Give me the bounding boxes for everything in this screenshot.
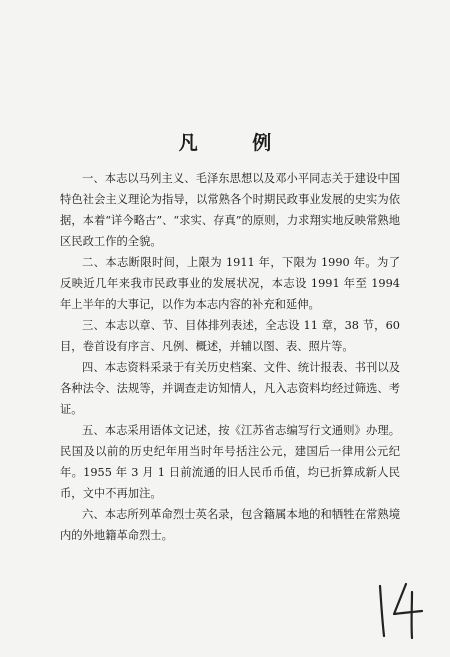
paragraph-5: 五、本志采用语体文记述，按《江苏省志编写行文通则》办理。民国及以前的历史纪年用当时年号括注公元，建国后一律用公元纪年。1955 年 3 月 1 日前流通的旧人民币币值，均已折算成新人民币，文中不再加注。 xyxy=(60,424,400,500)
paragraph-2: 二、本志断限时间，上限为 1911 年，下限为 1990 年。为了反映近几年来我市民政事业的发展状况，本志设 1991 年至 1994 年上半年的大事记，以作为本志内容的补充和延伸。 xyxy=(60,256,400,311)
document-body xyxy=(60,168,400,546)
paragraph-1: 一、本志以马列主义、毛泽东思想以及邓小平同志关于建设中国特色社会主义理论为指导，以常熟各个时期民政事业发展的史实为依据，本着“详今略古”、“求实、存真”的原则，力求翔实地反映常熟地区民政工作的全貌。 xyxy=(60,172,400,248)
paragraph-4: 四、本志资料采录于有关历史档案、文件、统计报表、书刊以及各种法令、法规等，并调查走访知情人，凡入志资料均经过筛选、考证。 xyxy=(60,361,400,416)
paragraph-6: 六、本志所列革命烈士英名录，包含籍属本地的和牺牲在常熟境内的外地籍革命烈士。 xyxy=(60,508,400,542)
paragraph-3: 三、本志以章、节、目体排列表述，全志设 11 章，38 节，60 目，卷首设有序言、凡例、概述，并辅以图、表、照片等。 xyxy=(60,319,400,353)
page-title: 凡 例 xyxy=(178,132,296,154)
handwritten-page-number xyxy=(372,580,428,640)
